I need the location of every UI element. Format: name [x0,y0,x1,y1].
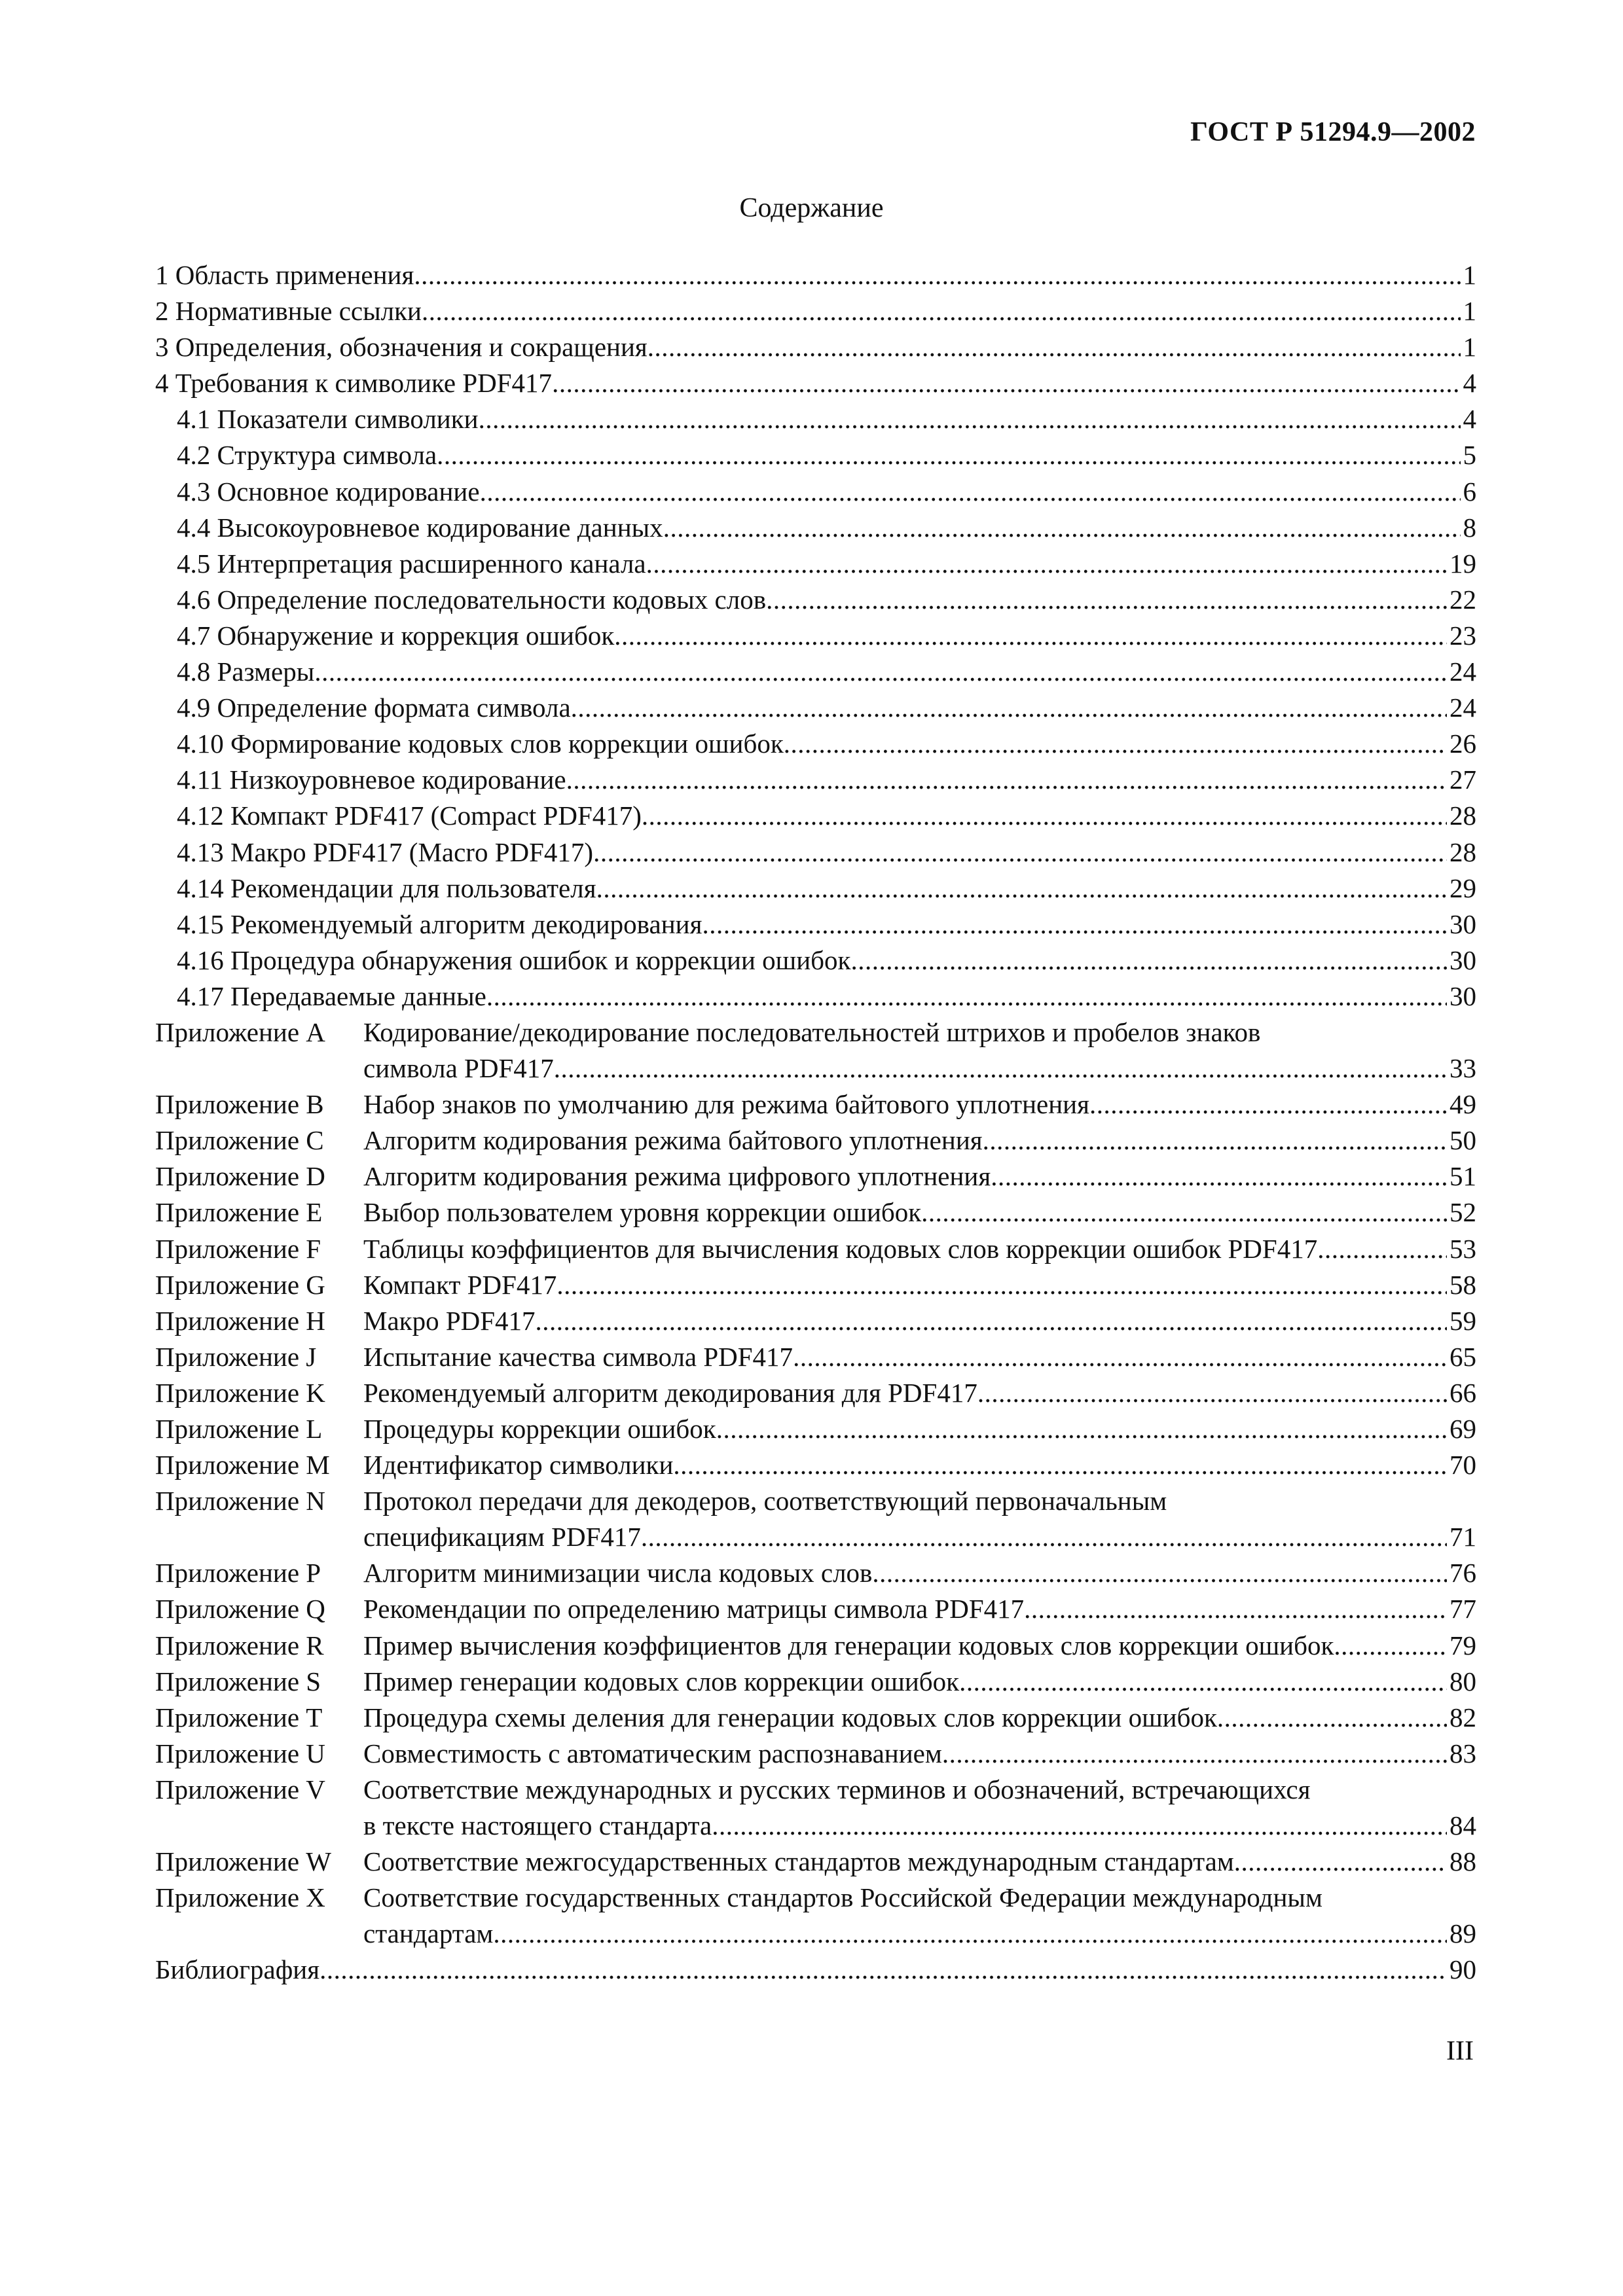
toc-entry-title: Алгоритм кодирования режима цифрового уплотнения [363,1161,991,1192]
toc-entry-page: 77 [1450,1594,1476,1624]
dot-leader [641,1519,1447,1555]
toc-row [155,1880,1476,1916]
dot-leader [1334,1628,1447,1664]
appendix-label: Приложение R [155,1630,324,1660]
toc-entry-title: Алгоритм минимизации числа кодовых слов [363,1558,873,1588]
dot-leader [596,870,1447,906]
toc-row [155,726,1476,762]
toc-row [155,1122,1476,1158]
dot-leader [319,1952,1447,1988]
toc-entry-page: 82 [1450,1702,1476,1732]
toc-row [155,437,1476,473]
toc-entry-title: 4.4 Высокоуровневое кодирование данных [177,512,663,543]
toc-entry-page: 8 [1463,512,1476,543]
toc-entry-title: 4.8 Размеры [177,656,315,687]
toc-entry-title: 4.1 Показатели символики [177,404,479,435]
toc-row [155,834,1476,870]
document-header-id: ГОСТ Р 51294.9—2002 [1190,117,1476,147]
toc-entry-title: Рекомендации по определению матрицы символа PDF417 [363,1594,1025,1624]
dot-leader [983,1122,1447,1158]
dot-leader [554,1050,1447,1086]
toc-row [155,1375,1476,1411]
toc-row [155,1844,1476,1880]
toc-row [155,474,1476,510]
appendix-label: Приложение X [155,1882,325,1913]
toc-row [155,293,1476,329]
toc-entry-page: 58 [1450,1269,1476,1300]
dot-leader [486,978,1447,1014]
dot-leader [414,257,1460,293]
toc-entry-page: 84 [1450,1810,1476,1841]
toc-entry-page: 59 [1450,1305,1476,1336]
toc-entry-title: стандартам [363,1918,494,1949]
toc-row [155,942,1476,978]
toc-row [155,365,1476,401]
appendix-label: Приложение F [155,1233,321,1264]
toc-entry-title: Пример вычисления коэффициентов для генерации кодовых слов коррекции ошибок [363,1630,1334,1660]
toc-entry-title: Таблицы коэффициентов для вычисления кодовых слов коррекции ошибок PDF417 [363,1233,1318,1264]
toc-row [155,1411,1476,1447]
toc-entry-page: 51 [1450,1161,1476,1192]
toc-entry-page: 80 [1450,1666,1476,1696]
toc-row [155,1086,1476,1122]
toc-entry-title: 4.5 Интерпретация расширенного канала [177,548,646,579]
toc-row [155,1555,1476,1591]
appendix-label: Приложение M [155,1450,330,1480]
dot-leader [850,942,1447,978]
appendix-label: Приложение B [155,1089,324,1120]
toc-row [155,798,1476,834]
toc-entry-title: 4.15 Рекомендуемый алгоритм декодирования [177,908,702,939]
toc-row [155,1700,1476,1736]
toc-row [155,1158,1476,1194]
appendix-label: Приложение L [155,1414,323,1444]
toc-entry-page: 83 [1450,1738,1476,1768]
table-of-contents [155,257,1476,1988]
toc-entry-title: Кодирование/декодирование последовательностей штрихов и пробелов знаков [363,1016,1261,1047]
dot-leader [959,1664,1447,1700]
toc-entry-title: 4 Требования к символике PDF417 [155,368,553,399]
appendix-label: Приложение Q [155,1594,325,1624]
appendix-label: Приложение C [155,1125,324,1156]
toc-entry-page: 5 [1463,440,1476,471]
toc-row [155,978,1476,1014]
dot-leader [1217,1700,1447,1736]
dot-leader [663,510,1461,546]
toc-entry-page: 65 [1450,1341,1476,1372]
appendix-label: Приложение U [155,1738,325,1768]
toc-row [155,401,1476,437]
appendix-label: Приложение S [155,1666,321,1696]
dot-leader [784,726,1447,762]
appendix-label: Приложение N [155,1486,325,1516]
toc-entry-title: 4.11 Низкоуровневое кодирование [177,764,566,795]
dot-leader [493,1916,1447,1952]
toc-row [155,1483,1476,1519]
dot-leader [566,762,1447,798]
toc-entry-page: 66 [1450,1377,1476,1408]
page-number: III [1446,2036,1474,2066]
toc-row [155,618,1476,654]
toc-entry-title: 4.9 Определение формата символа [177,692,571,723]
dot-leader [1234,1844,1447,1880]
appendix-label: Приложение H [155,1305,325,1336]
toc-entry-title: 3 Определения, обозначения и сокращения [155,332,647,363]
dot-leader [673,1447,1447,1483]
toc-entry-page: 89 [1450,1918,1476,1949]
toc-row [155,1628,1476,1664]
appendix-label: Приложение P [155,1558,321,1588]
dot-leader [1089,1086,1447,1122]
toc-entry-title: спецификациям PDF417 [363,1522,641,1552]
dot-leader [422,293,1461,329]
toc-entry-page: 4 [1463,404,1476,435]
toc-entry-title: Рекомендуемый алгоритм декодирования для PDF417 [363,1377,977,1408]
toc-row [155,510,1476,546]
toc-row [155,329,1476,365]
toc-entry-page: 24 [1450,692,1476,723]
dot-leader [556,1267,1447,1303]
toc-entry-title: Соответствие межгосударственных стандартов международным стандартам [363,1846,1234,1877]
toc-entry-page: 22 [1450,584,1476,615]
dot-leader [614,618,1447,654]
toc-entry-page: 52 [1450,1197,1476,1228]
toc-entry-title: Соответствие международных и русских терминов и обозначений, встречающихся [363,1774,1311,1804]
toc-row-continuation [155,1916,1476,1952]
toc-entry-page: 76 [1450,1558,1476,1588]
appendix-label: Приложение W [155,1846,332,1877]
toc-row [155,1231,1476,1267]
toc-entry-page: 50 [1450,1125,1476,1156]
dot-leader [712,1808,1447,1844]
toc-row [155,1591,1476,1627]
dot-leader [437,437,1460,473]
dot-leader [766,582,1447,618]
dot-leader [872,1555,1447,1591]
dot-leader [593,834,1447,870]
toc-entry-title: символа PDF417 [363,1053,554,1084]
toc-row [155,1303,1476,1339]
appendix-label: Приложение D [155,1161,325,1192]
toc-row-continuation [155,1808,1476,1844]
dot-leader [646,546,1447,582]
toc-entry-page: 19 [1450,548,1476,579]
toc-entry-title: в тексте настоящего стандарта [363,1810,712,1841]
toc-entry-page: 1 [1463,260,1476,290]
page-title: Содержание [739,193,884,223]
dot-leader [977,1375,1447,1411]
toc-row-continuation [155,1050,1476,1086]
toc-entry-page: 29 [1450,872,1476,903]
toc-entry-title: Алгоритм кодирования режима байтового уплотнения [363,1125,983,1156]
toc-row [155,1664,1476,1700]
toc-entry-title: Макро PDF417 [363,1305,536,1336]
toc-entry-page: 69 [1450,1414,1476,1444]
toc-row [155,257,1476,293]
toc-entry-page: 6 [1463,476,1476,507]
toc-entry-title: 4.12 Компакт PDF417 (Compact PDF417) [177,800,642,831]
toc-entry-page: 33 [1450,1053,1476,1084]
dot-leader [314,654,1447,690]
dot-leader [1317,1231,1447,1267]
appendix-label: Приложение A [155,1016,325,1047]
toc-entry-page: 4 [1463,368,1476,399]
toc-entry-title: Выбор пользователем уровня коррекции ошибок [363,1197,922,1228]
dot-leader [642,798,1447,834]
toc-entry-title: 2 Нормативные ссылки [155,296,422,327]
toc-entry-title: Процедуры коррекции ошибок [363,1414,716,1444]
toc-row [155,546,1476,582]
toc-entry-page: 1 [1463,296,1476,327]
toc-entry-page: 27 [1450,764,1476,795]
appendix-label: Приложение K [155,1377,325,1408]
toc-row [155,1772,1476,1808]
appendix-label: Приложение V [155,1774,325,1804]
toc-entry-page: 90 [1450,1954,1476,1985]
toc-entry-page: 30 [1450,980,1476,1011]
dot-leader [793,1339,1447,1375]
toc-entry-title: 4.2 Структура символа [177,440,437,471]
toc-row [155,654,1476,690]
dot-leader [571,690,1447,726]
appendix-label: Приложение E [155,1197,323,1228]
toc-row [155,762,1476,798]
toc-entry-title: Библиография [155,1954,320,1985]
toc-row [155,582,1476,618]
toc-entry-title: 4.13 Макро PDF417 (Macro PDF417) [177,836,594,867]
toc-row [155,1194,1476,1230]
toc-row [155,870,1476,906]
dot-leader [536,1303,1447,1339]
toc-row [155,906,1476,942]
toc-row [155,690,1476,726]
toc-entry-page: 23 [1450,620,1476,651]
toc-entry-page: 71 [1450,1522,1476,1552]
toc-entry-title: Протокол передачи для декодеров, соответствующий первоначальным [363,1486,1167,1516]
toc-entry-page: 49 [1450,1089,1476,1120]
toc-row-continuation [155,1519,1476,1555]
toc-entry-title: 4.3 Основное кодирование [177,476,480,507]
dot-leader [1024,1591,1447,1627]
toc-row [155,1014,1476,1050]
toc-entry-title: Идентификатор символики [363,1450,674,1480]
toc-entry-page: 30 [1450,908,1476,939]
toc-entry-title: 4.6 Определение последовательности кодовых слов [177,584,767,615]
toc-entry-title: Пример генерации кодовых слов коррекции ошибок [363,1666,960,1696]
toc-entry-title: 4.10 Формирование кодовых слов коррекции ошибок [177,728,784,759]
dot-leader [552,365,1460,401]
toc-row [155,1736,1476,1772]
appendix-label: Приложение T [155,1702,323,1732]
toc-entry-title: Соответствие государственных стандартов Российской Федерации международным [363,1882,1322,1913]
appendix-label: Приложение G [155,1269,325,1300]
toc-entry-page: 28 [1450,836,1476,867]
dot-leader [991,1158,1447,1194]
dot-leader [647,329,1461,365]
toc-entry-title: Испытание качества символа PDF417 [363,1341,793,1372]
toc-entry-title: 4.16 Процедура обнаружения ошибок и коррекции ошибок [177,944,851,975]
toc-entry-page: 28 [1450,800,1476,831]
dot-leader [942,1736,1447,1772]
toc-row [155,1952,1476,1988]
toc-entry-page: 79 [1450,1630,1476,1660]
toc-row [155,1339,1476,1375]
appendix-label: Приложение J [155,1341,317,1372]
toc-entry-page: 30 [1450,944,1476,975]
toc-entry-page: 70 [1450,1450,1476,1480]
toc-row [155,1447,1476,1483]
toc-entry-title: 4.7 Обнаружение и коррекция ошибок [177,620,615,651]
toc-entry-page: 26 [1450,728,1476,759]
toc-entry-title: Совместимость с автоматическим распознаванием [363,1738,942,1768]
toc-entry-title: Компакт PDF417 [363,1269,557,1300]
toc-entry-title: 1 Область применения [155,260,414,290]
toc-entry-title: 4.14 Рекомендации для пользователя [177,872,596,903]
dot-leader [480,474,1461,510]
toc-entry-page: 88 [1450,1846,1476,1877]
dot-leader [716,1411,1447,1447]
toc-entry-title: Процедура схемы деления для генерации кодовых слов коррекции ошибок [363,1702,1217,1732]
dot-leader [921,1194,1447,1230]
toc-entry-title: Набор знаков по умолчанию для режима байтового уплотнения [363,1089,1089,1120]
toc-entry-page: 24 [1450,656,1476,687]
toc-row [155,1267,1476,1303]
toc-entry-title: 4.17 Передаваемые данные [177,980,486,1011]
dot-leader [702,906,1447,942]
toc-entry-page: 1 [1463,332,1476,363]
toc-entry-page: 53 [1450,1233,1476,1264]
dot-leader [479,401,1461,437]
